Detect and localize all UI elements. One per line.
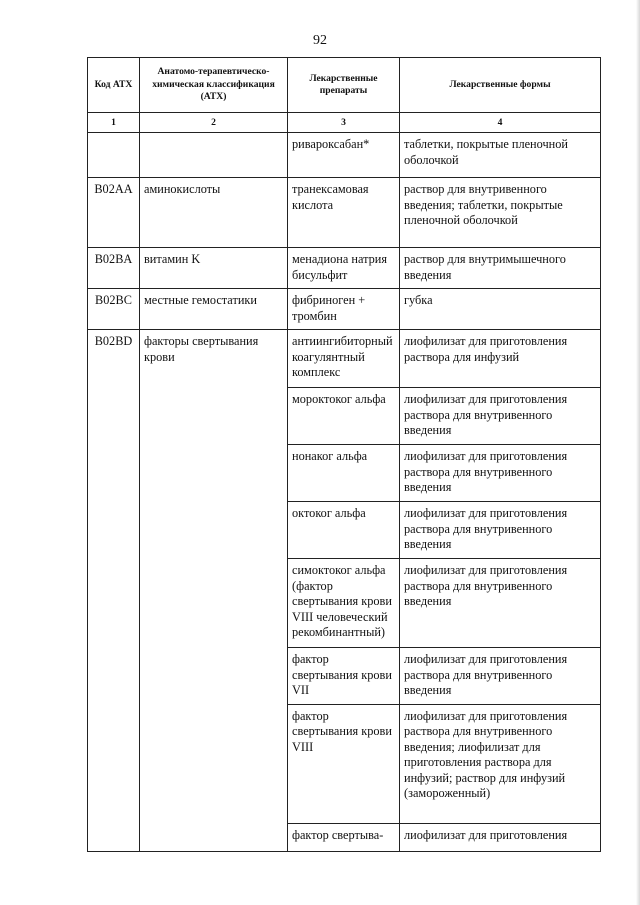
atx-code-cell bbox=[88, 823, 140, 851]
table-row bbox=[88, 133, 601, 178]
classification-cell bbox=[140, 388, 288, 445]
atx-code-cell bbox=[88, 502, 140, 559]
drug-cell: фибриноген + тромбин bbox=[288, 289, 400, 330]
form-cell: раствор для внутримышечного введения bbox=[400, 248, 601, 289]
form-cell: лиофилизат для приготовления bbox=[400, 823, 601, 851]
form-cell: лиофилизат для приготовления раствора для внутривенного введения bbox=[400, 648, 601, 705]
table-row bbox=[88, 502, 601, 559]
header-code: Код АТХ bbox=[88, 58, 140, 113]
form-cell: таблетки, покрытые пленочной оболочкой bbox=[400, 133, 601, 178]
classification-cell bbox=[140, 704, 288, 823]
drug-cell: ривароксабан* bbox=[288, 133, 400, 178]
table-row bbox=[88, 445, 601, 502]
classification-cell: аминокислоты bbox=[140, 178, 288, 248]
classification-cell bbox=[140, 823, 288, 851]
drug-cell: фактор свертывания крови VII bbox=[288, 648, 400, 705]
column-number: 3 bbox=[288, 113, 400, 133]
table-row bbox=[88, 648, 601, 705]
header-classification: Анатомо-терапевтическо-химическая классификация (АТХ) bbox=[140, 58, 288, 113]
drug-cell: антиингибиторный коагулянтный комплекс bbox=[288, 330, 400, 388]
column-number: 4 bbox=[400, 113, 601, 133]
drug-cell: нонаког альфа bbox=[288, 445, 400, 502]
drug-cell: фактор свертыва- bbox=[288, 823, 400, 851]
classification-cell bbox=[140, 133, 288, 178]
form-cell: лиофилизат для приготовления раствора для внутривенного введения bbox=[400, 502, 601, 559]
page-number: 92 bbox=[313, 33, 327, 48]
table-row bbox=[88, 559, 601, 648]
drug-cell: фактор свертывания крови VIII bbox=[288, 704, 400, 823]
classification-cell bbox=[140, 502, 288, 559]
atx-code-cell bbox=[88, 648, 140, 705]
form-cell: лиофилизат для приготовления раствора для внутривенного введения bbox=[400, 445, 601, 502]
header-drugs: Лекарственные препараты bbox=[288, 58, 400, 113]
classification-cell bbox=[140, 648, 288, 705]
form-cell: губка bbox=[400, 289, 601, 330]
column-number: 2 bbox=[140, 113, 288, 133]
form-cell: лиофилизат для приготовления раствора для внутривенного введения bbox=[400, 559, 601, 648]
table-row bbox=[88, 178, 601, 248]
atx-code-cell bbox=[88, 445, 140, 502]
classification-cell: витамин K bbox=[140, 248, 288, 289]
drug-cell: менадиона натрия бисульфит bbox=[288, 248, 400, 289]
atx-table bbox=[87, 57, 601, 852]
drug-cell: мороктоког альфа bbox=[288, 388, 400, 445]
atx-code-cell bbox=[88, 388, 140, 445]
column-number-row bbox=[88, 113, 601, 133]
table-row bbox=[88, 704, 601, 823]
classification-cell bbox=[140, 559, 288, 648]
classification-cell: факторы свертывания крови bbox=[140, 330, 288, 388]
classification-cell bbox=[140, 445, 288, 502]
form-cell: лиофилизат для приготовления раствора для внутривенного введения; лиофилизат для приготовления раствора для инфузий; раствор для инфузий (замороженный) bbox=[400, 704, 601, 823]
table-row bbox=[88, 289, 601, 330]
atx-code-cell: B02AA bbox=[88, 178, 140, 248]
atx-code-cell: B02BD bbox=[88, 330, 140, 388]
classification-cell: местные гемостатики bbox=[140, 289, 288, 330]
atx-code-cell: B02BC bbox=[88, 289, 140, 330]
header-forms: Лекарственные формы bbox=[400, 58, 601, 113]
form-cell: лиофилизат для приготовления раствора для инфузий bbox=[400, 330, 601, 388]
scan-edge-shadow bbox=[636, 0, 640, 905]
atx-code-cell bbox=[88, 704, 140, 823]
drug-cell: октоког альфа bbox=[288, 502, 400, 559]
atx-code-cell bbox=[88, 559, 140, 648]
table-row bbox=[88, 823, 601, 851]
drug-cell: симоктоког альфа (фактор свертывания крови VIII человеческий рекомбинантный) bbox=[288, 559, 400, 648]
header-row bbox=[88, 58, 601, 113]
atx-code-cell: B02BA bbox=[88, 248, 140, 289]
atx-code-cell bbox=[88, 133, 140, 178]
table-row bbox=[88, 330, 601, 388]
drug-cell: транексамовая кислота bbox=[288, 178, 400, 248]
table-row bbox=[88, 248, 601, 289]
form-cell: раствор для внутривенного введения; таблетки, покрытые пленочной оболочкой bbox=[400, 178, 601, 248]
form-cell: лиофилизат для приготовления раствора для внутривенного введения bbox=[400, 388, 601, 445]
table-row bbox=[88, 388, 601, 445]
column-number: 1 bbox=[88, 113, 140, 133]
